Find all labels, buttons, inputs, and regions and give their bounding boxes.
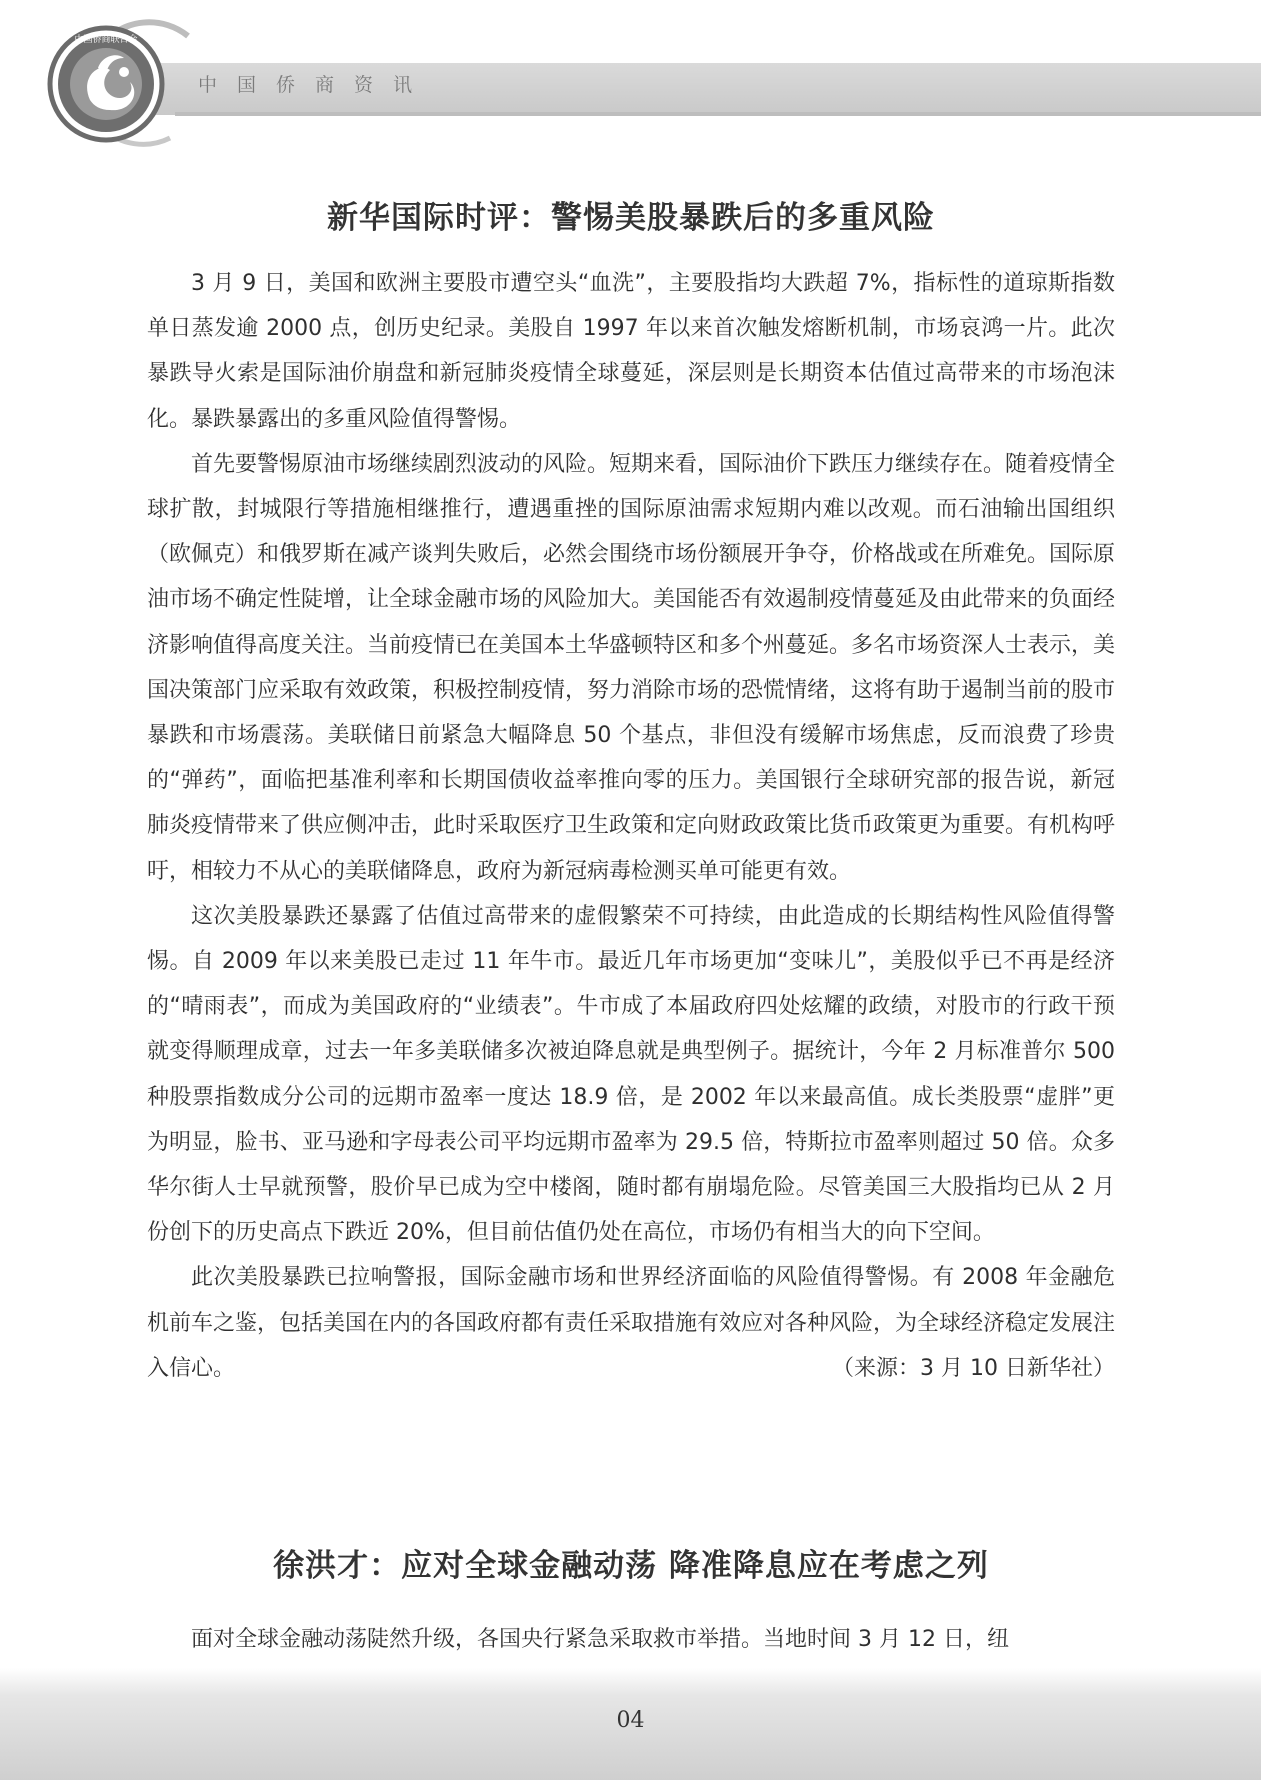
article-1-paragraph-4: 此次美股暴跌已拉响警报，国际金融市场和世界经济面临的风险值得警惕。有 2008 年金融危机前车之鉴，包括美国在内的各国政府都有责任采取措施有效应对各种风险，为全球经济稳定发展注入信心。 xyxy=(147,1265,1116,1381)
article-1-title: 新华国际时评：警惕美股暴跌后的多重风险 xyxy=(327,200,935,236)
article-1-source: （来源：3 月 10 日新华社） xyxy=(832,1355,1115,1381)
publication-title: 中国侨商资讯 xyxy=(198,74,433,96)
article-2-title: 徐洪才：应对全球金融动荡 降准降息应在考虑之列 xyxy=(273,1548,989,1584)
association-logo xyxy=(40,8,190,148)
article-1-paragraph-3: 这次美股暴跌还暴露了估值过高带来的虚假繁荣不可持续，由此造成的长期结构性风险值得警惕。自 2009 年以来美股已走过 11 年牛市。最近几年市场更加“变味儿”，美股似乎已不再是经济的“晴雨表”，而成为美国政府的“业绩表”。牛市成了本届政府四处炫耀的政绩，对股市的行政干预就变得顺理成章，过去一年多美联储多次被迫降息就是典型例子。据统计，今年 2 月标准普尔 500 种股票指数成分公司的远期市盈率一度达 18.9 倍，是 2002 年以来最高值。成长类股票“虚胖”更为明显，脸书、亚马逊和字母表公司平均远期市盈率为 29.5 倍，特斯拉市盈率则超过 50 倍。众多华尔街人士早就预警，股价早已成为空中楼阁，随时都有崩塌危险。尽管美国三大股指均已从 2 月份创下的历史高点下跌近 20%，但目前估值仍处在高位，市场仍有相当大的向下空间。 xyxy=(147,903,1115,1246)
article-2-paragraph-1: 面对全球金融动荡陡然升级，各国央行紧急采取救市举措。当地时间 3 月 12 日，纽 xyxy=(191,1627,1009,1652)
article-2 xyxy=(147,1540,1115,1662)
page-number: 04 xyxy=(616,1708,645,1733)
article-1 xyxy=(147,192,1115,1391)
header-divider xyxy=(175,112,1261,116)
logo-text: 中国侨商联合会 xyxy=(74,35,138,45)
article-1-paragraph-2: 首先要警惕原油市场继续剧烈波动的风险。短期来看，国际油价下跌压力继续存在。随着疫情全球扩散，封城限行等措施相继推行，遭遇重挫的国际原油需求短期内难以改观。而石油输出国组织（欧佩克）和俄罗斯在减产谈判失败后，必然会围绕市场份额展开争夺，价格战或在所难免。国际原油市场不确定性陡增，让全球金融市场的风险加大。美国能否有效遏制疫情蔓延及由此带来的负面经济影响值得高度关注。当前疫情已在美国本土华盛顿特区和多个州蔓延。多名市场资深人士表示，美国决策部门应采取有效政策，积极控制疫情，努力消除市场的恐慌情绪，这将有助于遏制当前的股市暴跌和市场震荡。美联储日前紧急大幅降息 50 个基点，非但没有缓解市场焦虑，反而浪费了珍贵的“弹药”，面临把基准利率和长期国债收益率推向零的压力。美国银行全球研究部的报告说，新冠肺炎疫情带来了供应侧冲击，此时采取医疗卫生政策和定向财政政策比货币政策更为重要。有机构呼吁，相较力不从心的美联储降息，政府为新冠病毒检测买单可能更有效。 xyxy=(147,451,1116,884)
article-1-paragraph-1: 3 月 9 日，美国和欧洲主要股市遭空头“血洗”，主要股指均大跌超 7%，指标性的道琼斯指数单日蒸发逾 2000 点，创历史纪录。美股自 1997 年以来首次触发熔断机制，市场哀鸿一片。此次暴跌导火索是国际油价崩盘和新冠肺炎疫情全球蔓延，深层则是长期资本估值过高带来的市场泡沫化。暴跌暴露出的多重风险值得警惕。 xyxy=(147,271,1115,432)
